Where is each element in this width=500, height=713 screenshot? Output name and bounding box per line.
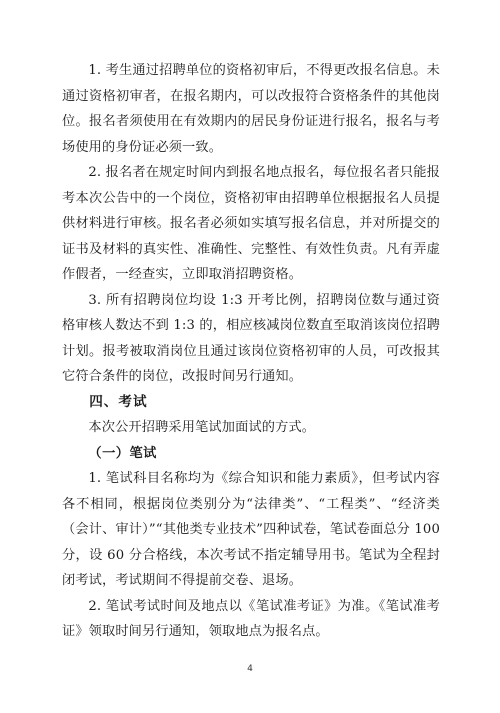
section-heading-exam: 四、考试 [89, 393, 148, 410]
subheading-written-exam: （一）笔试 [88, 445, 157, 461]
paragraph-ratio-rule: 3. 所有招聘岗位均设 1:3 开考比例，招聘岗位数与通过资格审核人数达不到 1:3 的，相应核减岗位数直至取消该岗位招聘计划。报考被取消岗位且通过该岗位资格初审的人员，可改报其它符合条件的岗位，改报时间另行通知。 [62, 292, 440, 384]
paragraph-registration-rule: 2. 报名者在规定时间内到报名地点报名，每位报名者只能报考本次公告中的一个岗位，资格初审由招聘单位根据报名人员提供材料进行审核。报名者必须如实填写报名信息，并对所提交的证书及材料的真实性、准确性、完整性、有效性负责。凡有弄虚作假者，一经查实，立即取消招聘资格。 [62, 165, 440, 282]
page-number: 4 [247, 664, 253, 674]
document-body [62, 58, 440, 645]
paragraph-exam-method: 本次公开招聘采用笔试加面试的方式。 [88, 420, 316, 435]
paragraph-written-subjects: 1. 笔试科目名称均为《综合知识和能力素质》，但考试内容各不相同，根据岗位类别分为“法律类”、“工程类”、“经济类（会计、审计）”“其他类专业技术”四种试卷，笔试卷面总分 100 分，设 60 分合格线，本次考试不指定辅导用书。笔试为全程封闭考试，考试期间不得提前交卷、退场。 [62, 471, 440, 588]
paragraph-info-change-rule: 1. 考生通过招聘单位的资格初审后，不得更改报名信息。未通过资格初审者，在报名期内，可以改报符合资格条件的其他岗位。报名者须使用在有效期内的居民身份证进行报名，报名与考场使用的身份证必须一致。 [62, 63, 440, 155]
paragraph-admission-ticket: 2. 笔试考试时间及地点以《笔试准考证》为准。《笔试准考证》领取时间另行通知，领取地点为报名点。 [62, 598, 440, 639]
